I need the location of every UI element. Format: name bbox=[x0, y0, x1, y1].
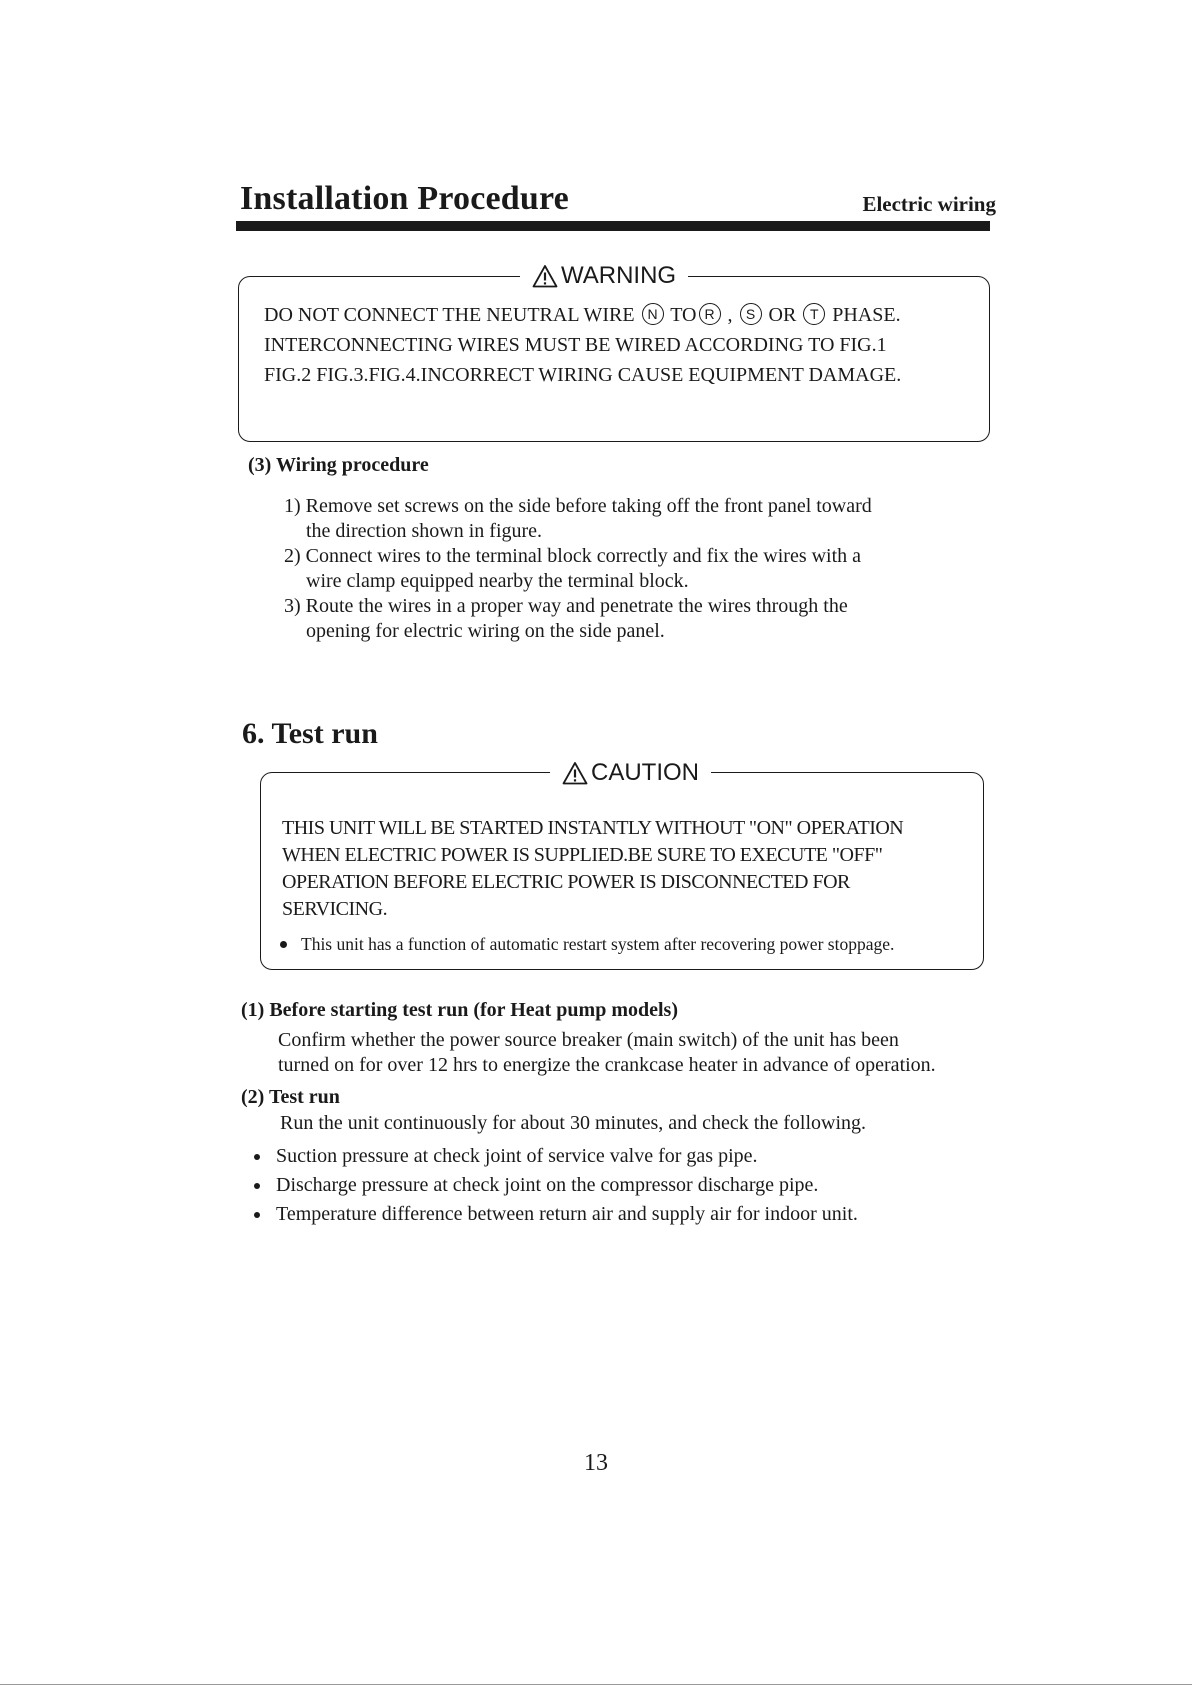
before-test-run-line: Confirm whether the power source breaker (main switch) of the unit has been bbox=[278, 1029, 899, 1051]
wiring-step-continuation: wire clamp equipped nearby the terminal block. bbox=[306, 570, 689, 592]
warning-label-text: WARNING bbox=[561, 262, 677, 289]
bullet-icon bbox=[254, 1212, 260, 1218]
caution-line: SERVICING. bbox=[282, 898, 388, 920]
warning-line-1-part: , bbox=[727, 304, 733, 326]
phase-r-symbol: R bbox=[699, 303, 721, 325]
test-run-heading: 6. Test run bbox=[242, 717, 378, 750]
check-list bbox=[254, 1142, 858, 1229]
check-item bbox=[254, 1171, 858, 1200]
wiring-step: 2) Connect wires to the terminal block correctly and fix the wires with a bbox=[284, 545, 862, 567]
warning-line-1-part: PHASE. bbox=[832, 304, 901, 326]
before-test-run-text bbox=[278, 1028, 936, 1078]
page-title: Installation Procedure bbox=[240, 180, 569, 217]
wiring-procedure-heading: (3) Wiring procedure bbox=[248, 454, 429, 476]
before-test-run-line: turned on for over 12 hrs to energize the crankcase heater in advance of operation. bbox=[278, 1054, 936, 1076]
check-item-text: Suction pressure at check joint of service valve for gas pipe. bbox=[276, 1145, 758, 1167]
phase-t-symbol: T bbox=[803, 303, 825, 325]
wiring-step-continuation: the direction shown in figure. bbox=[306, 520, 543, 542]
warning-text bbox=[264, 300, 901, 390]
bullet-icon bbox=[254, 1154, 260, 1160]
test-run-intro: Run the unit continuously for about 30 minutes, and check the following. bbox=[280, 1112, 867, 1134]
caution-text bbox=[282, 815, 903, 923]
caution-label-text: CAUTION bbox=[591, 759, 699, 786]
check-item bbox=[254, 1142, 858, 1171]
caution-label bbox=[550, 759, 711, 787]
phase-n-symbol: N bbox=[642, 303, 664, 325]
phase-s-symbol: S bbox=[740, 303, 762, 325]
wiring-steps bbox=[284, 494, 872, 644]
caution-line: THIS UNIT WILL BE STARTED INSTANTLY WITHOUT "ON" OPERATION bbox=[282, 817, 904, 839]
header-rule bbox=[236, 221, 990, 231]
caution-note bbox=[280, 934, 894, 955]
section-label: Electric wiring bbox=[862, 192, 996, 216]
wiring-step: 1) Remove set screws on the side before taking off the front panel toward bbox=[284, 495, 872, 517]
check-item-text: Discharge pressure at check joint on the compressor discharge pipe. bbox=[276, 1174, 819, 1196]
warning-line-1 bbox=[264, 300, 901, 330]
warning-triangle-icon bbox=[562, 761, 588, 785]
caution-line: OPERATION BEFORE ELECTRIC POWER IS DISCONNECTED FOR bbox=[282, 871, 850, 893]
warning-line-1-part: OR bbox=[768, 304, 797, 326]
warning-line-1-part: DO NOT CONNECT THE NEUTRAL WIRE bbox=[264, 304, 635, 326]
test-run-subheading: (2) Test run bbox=[241, 1086, 340, 1108]
bullet-icon bbox=[280, 941, 287, 948]
caution-note-text: This unit has a function of automatic restart system after recovering power stoppage. bbox=[301, 934, 895, 954]
wiring-step: 3) Route the wires in a proper way and penetrate the wires through the bbox=[284, 595, 848, 617]
warning-line-2: INTERCONNECTING WIRES MUST BE WIRED ACCORDING TO FIG.1 bbox=[264, 334, 887, 356]
wiring-step-continuation: opening for electric wiring on the side panel. bbox=[306, 620, 665, 642]
warning-triangle-icon bbox=[532, 264, 558, 288]
caution-line: WHEN ELECTRIC POWER IS SUPPLIED.BE SURE TO EXECUTE "OFF" bbox=[282, 844, 883, 866]
warning-line-1-part: TO bbox=[670, 304, 697, 326]
page-number: 13 bbox=[584, 1450, 608, 1476]
warning-line-3: FIG.2 FIG.3.FIG.4.INCORRECT WIRING CAUSE EQUIPMENT DAMAGE. bbox=[264, 364, 902, 386]
bullet-icon bbox=[254, 1183, 260, 1189]
warning-label bbox=[520, 262, 688, 290]
before-test-run-heading: (1) Before starting test run (for Heat pump models) bbox=[241, 999, 678, 1021]
check-item-text: Temperature difference between return air and supply air for indoor unit. bbox=[276, 1203, 858, 1225]
check-item bbox=[254, 1200, 858, 1229]
